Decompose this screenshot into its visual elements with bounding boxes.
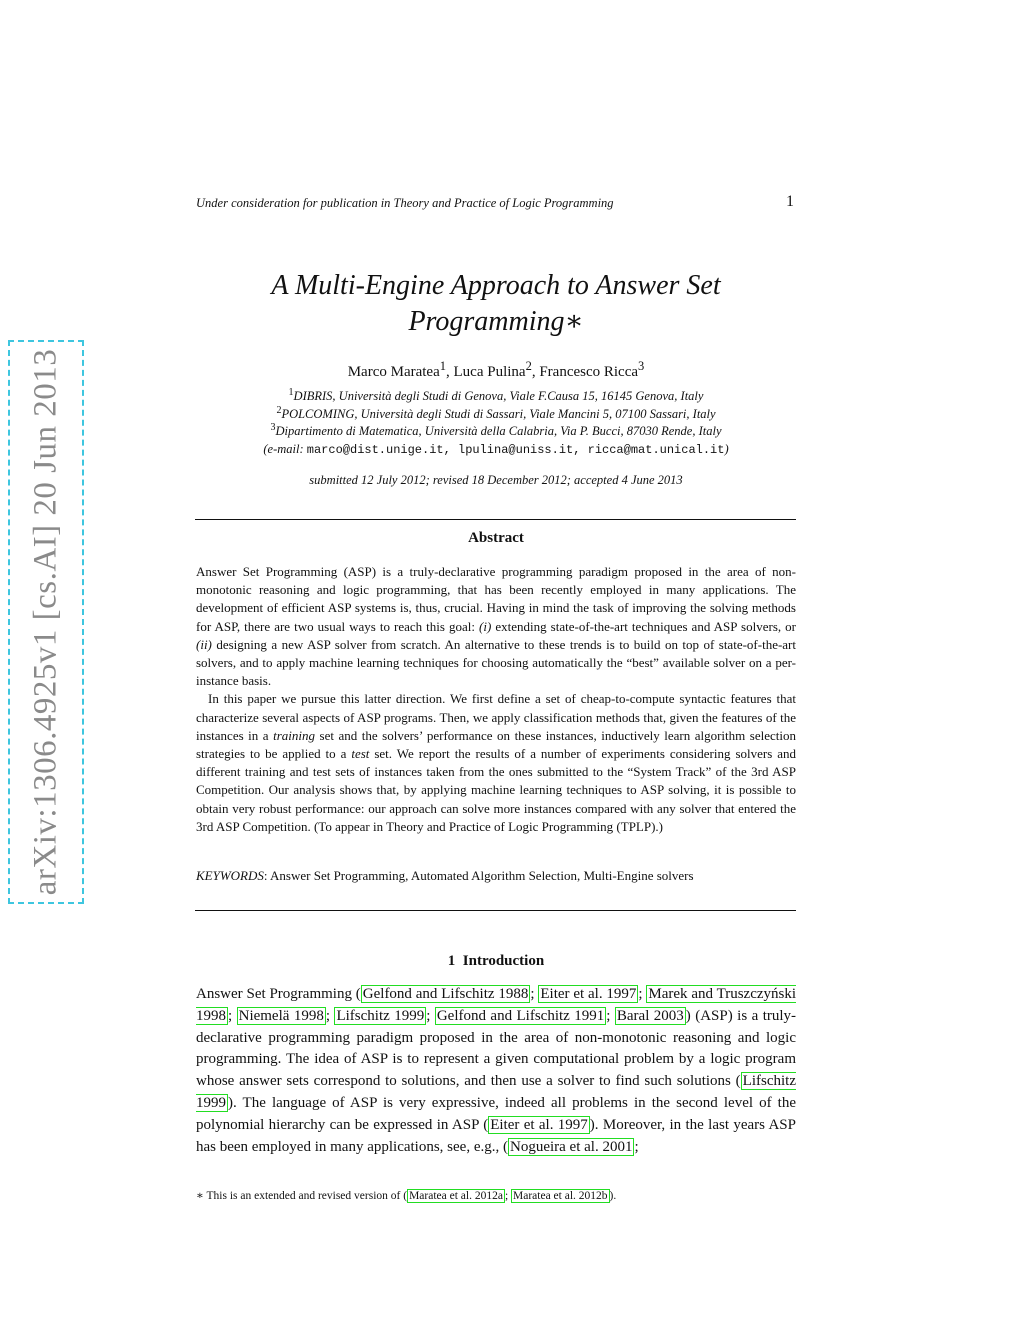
body-text: ). The language of ASP is very expressive, indeed all problems in the second level of the polynomial hierarchy can be expressed in ASP ( [196, 1094, 796, 1133]
footnote-text: This is an extended and revised version of ( [206, 1190, 408, 1202]
citation-link[interactable]: Baral 2003 [616, 1007, 684, 1024]
abstract-text: set. We report the results of a number of experiments considering solvers and different training and test sets of instances taken from the ones submitted to the “System Track” of the 3rd ASP Competition. Our analysis shows that, by applying machine learning techniques to ASP solving, it is possible to obtain very robust performance: our approach can solve more instances compared with any solver that entered the 3rd ASP Competition. (To appear in Theory and Practice of Logic Programming (TPLP).) [196, 746, 796, 834]
introduction-paragraph [196, 984, 796, 1158]
author-name: Luca Pulina [453, 364, 526, 380]
citation-separator: ; [634, 1138, 639, 1155]
citation-link[interactable]: Gelfond and Lifschitz 1991 [436, 1007, 605, 1024]
title-footnote-mark[interactable]: ∗ [564, 306, 584, 337]
abstract-text: extending state-of-the-art techniques and ASP solvers, or [491, 618, 796, 634]
section-title: Introduction [462, 953, 545, 969]
keywords [196, 868, 796, 884]
affiliation [196, 423, 796, 441]
citation-separator: ; [638, 986, 647, 1002]
author-name: Marco Maratea [347, 364, 440, 380]
affiliation-mark: 3 [270, 421, 276, 433]
keywords-label: KEYWORDS [196, 868, 264, 883]
affiliation [196, 388, 796, 406]
affiliation-mark: 1 [288, 386, 294, 398]
arxiv-id: arXiv:1306.4925v1 [cs.AI] 20 Jun 2013 [27, 348, 64, 896]
citation-link[interactable]: Maratea et al. 2012a [409, 1190, 503, 1202]
citation-separator: ; [325, 1007, 335, 1024]
author-name: Francesco Ricca [539, 364, 639, 380]
keywords-text: : Answer Set Programming, Automated Algorithm Selection, Multi-Engine solvers [263, 868, 694, 883]
page-number: 1 [786, 193, 794, 210]
citation-separator: ; [228, 1007, 237, 1024]
abstract-paragraph-1 [196, 563, 796, 690]
abstract-top-rule [195, 519, 796, 520]
affiliation-text: Dipartimento di Matematica, Università della Calabria, Via P. Bucci, 87030 Rende, Italy [275, 424, 722, 438]
citation-link[interactable]: Gelfond and Lifschitz 1988 [362, 986, 529, 1002]
section-number: 1 [447, 953, 456, 969]
abstract-text: set and the solvers’ performance on these instances, inductively learn algorithm selection strategies to be applied to a [196, 727, 796, 762]
citation-separator: ; [504, 1190, 512, 1202]
affiliation-text: POLCOMING, Università degli Studi di Sassari, Viale Mancini 5, 07100 Sassari, Italy [281, 406, 716, 421]
citation-link[interactable]: Marek and Truszczyński 1998 [196, 986, 797, 1024]
math-ii: (ii) [196, 636, 212, 652]
arxiv-stamp[interactable] [8, 340, 84, 904]
citation-link[interactable]: Lifschitz 1999 [336, 1007, 425, 1024]
authors: Marco Maratea$^1$, Luca Pulina$^2$, Francesco Ricca$^3$ [347, 359, 645, 380]
paper-title [196, 268, 796, 340]
author-mark: 2 [525, 359, 532, 373]
citation-link[interactable]: Eiter et al. 1997 [490, 1116, 588, 1133]
abstract-heading: Abstract [468, 530, 524, 546]
affiliation [196, 406, 796, 424]
running-head: Under consideration for publication in Theory and Practice of Logic Programming [196, 196, 614, 210]
footnote [196, 1188, 796, 1202]
citation-separator: ; [606, 1007, 615, 1024]
abstract-text: Answer Set Programming (ASP) is a truly-declarative programming paradigm proposed in the area of non-monotonic reasoning and logic programming, that has been recently employed in many applications. The development of efficient ASP systems is, thus, crucial. Having in mind the task of improving the solving methods for ASP, there are two usual ways to reach this goal: [196, 564, 796, 634]
section-heading [196, 953, 796, 970]
citation-link[interactable]: Niemelä 1998 [238, 1007, 324, 1024]
abstract-text: designing a new ASP solver from scratch. An alternative to these trends is to build on top of state-of-the-art solvers, and to apply machine learning techniques for choosing automatically the “best” available solver on a per-instance basis. [196, 636, 796, 689]
introduction-body [196, 984, 796, 1158]
submission-dates: submitted 12 July 2012; revised 18 December 2012; accepted 4 June 2013 [309, 473, 683, 487]
citation-link[interactable]: Eiter et al. 1997 [540, 986, 637, 1002]
affiliation-mark: 2 [276, 404, 282, 416]
abstract-text: In this paper we pursue this latter direction. We first define a set of cheap-to-compute syntactic features that characterize several aspects of ASP programs. Then, we apply classification methods that, given the features of the instances in a [196, 691, 796, 743]
email-label: e-mail: [267, 441, 304, 456]
citation-link[interactable]: Maratea et al. 2012b [513, 1190, 608, 1202]
citation-link[interactable]: Nogueira et al. 2001 [510, 1138, 633, 1155]
body-text: ) (ASP) is a truly-declarative programming paradigm proposed in the area of non-monotonic reasoning and logic programming. The idea of ASP is to represent a given computational problem by a logic program whose answer sets correspond to solutions, and then use a solver to find such solutions ( [196, 1007, 797, 1090]
emphasis-test: test [351, 746, 370, 762]
title-line-2 [196, 304, 796, 340]
abstract-paragraph-2 [196, 690, 796, 836]
abstract-body [196, 563, 796, 836]
title-line-1: A Multi-Engine Approach to Answer Set [271, 270, 721, 301]
email-line: (e-mail: marco@dist.unige.it, lpulina@uniss.it, ricca@mat.unical.it) [263, 441, 729, 457]
body-text: Answer Set Programming ( [196, 986, 361, 1002]
author-mark: 1 [439, 359, 446, 373]
title-text: Programming [408, 306, 565, 337]
footnote-end: ). [609, 1190, 617, 1202]
email-addresses[interactable]: marco@dist.unige.it, lpulina@uniss.it, ricca@mat.unical.it [306, 442, 725, 457]
citation-separator: ; [426, 1007, 435, 1024]
citation-link[interactable]: Lifschitz 1999 [196, 1073, 796, 1111]
body-text: ). Moreover, in the last years ASP has been employed in many applications, see, e.g., ( [196, 1116, 796, 1155]
emphasis-training: training [273, 727, 315, 743]
author-mark: 3 [638, 359, 645, 373]
citation-separator: ; [530, 986, 539, 1002]
footnote-mark: ∗ [196, 1190, 204, 1202]
affiliations [196, 388, 796, 459]
affiliation-text: DIBRIS, Università degli Studi di Genova, Viale F.Causa 15, 16145 Genova, Italy [293, 389, 704, 403]
abstract-bottom-rule [195, 910, 796, 911]
math-i: (i) [479, 618, 492, 634]
